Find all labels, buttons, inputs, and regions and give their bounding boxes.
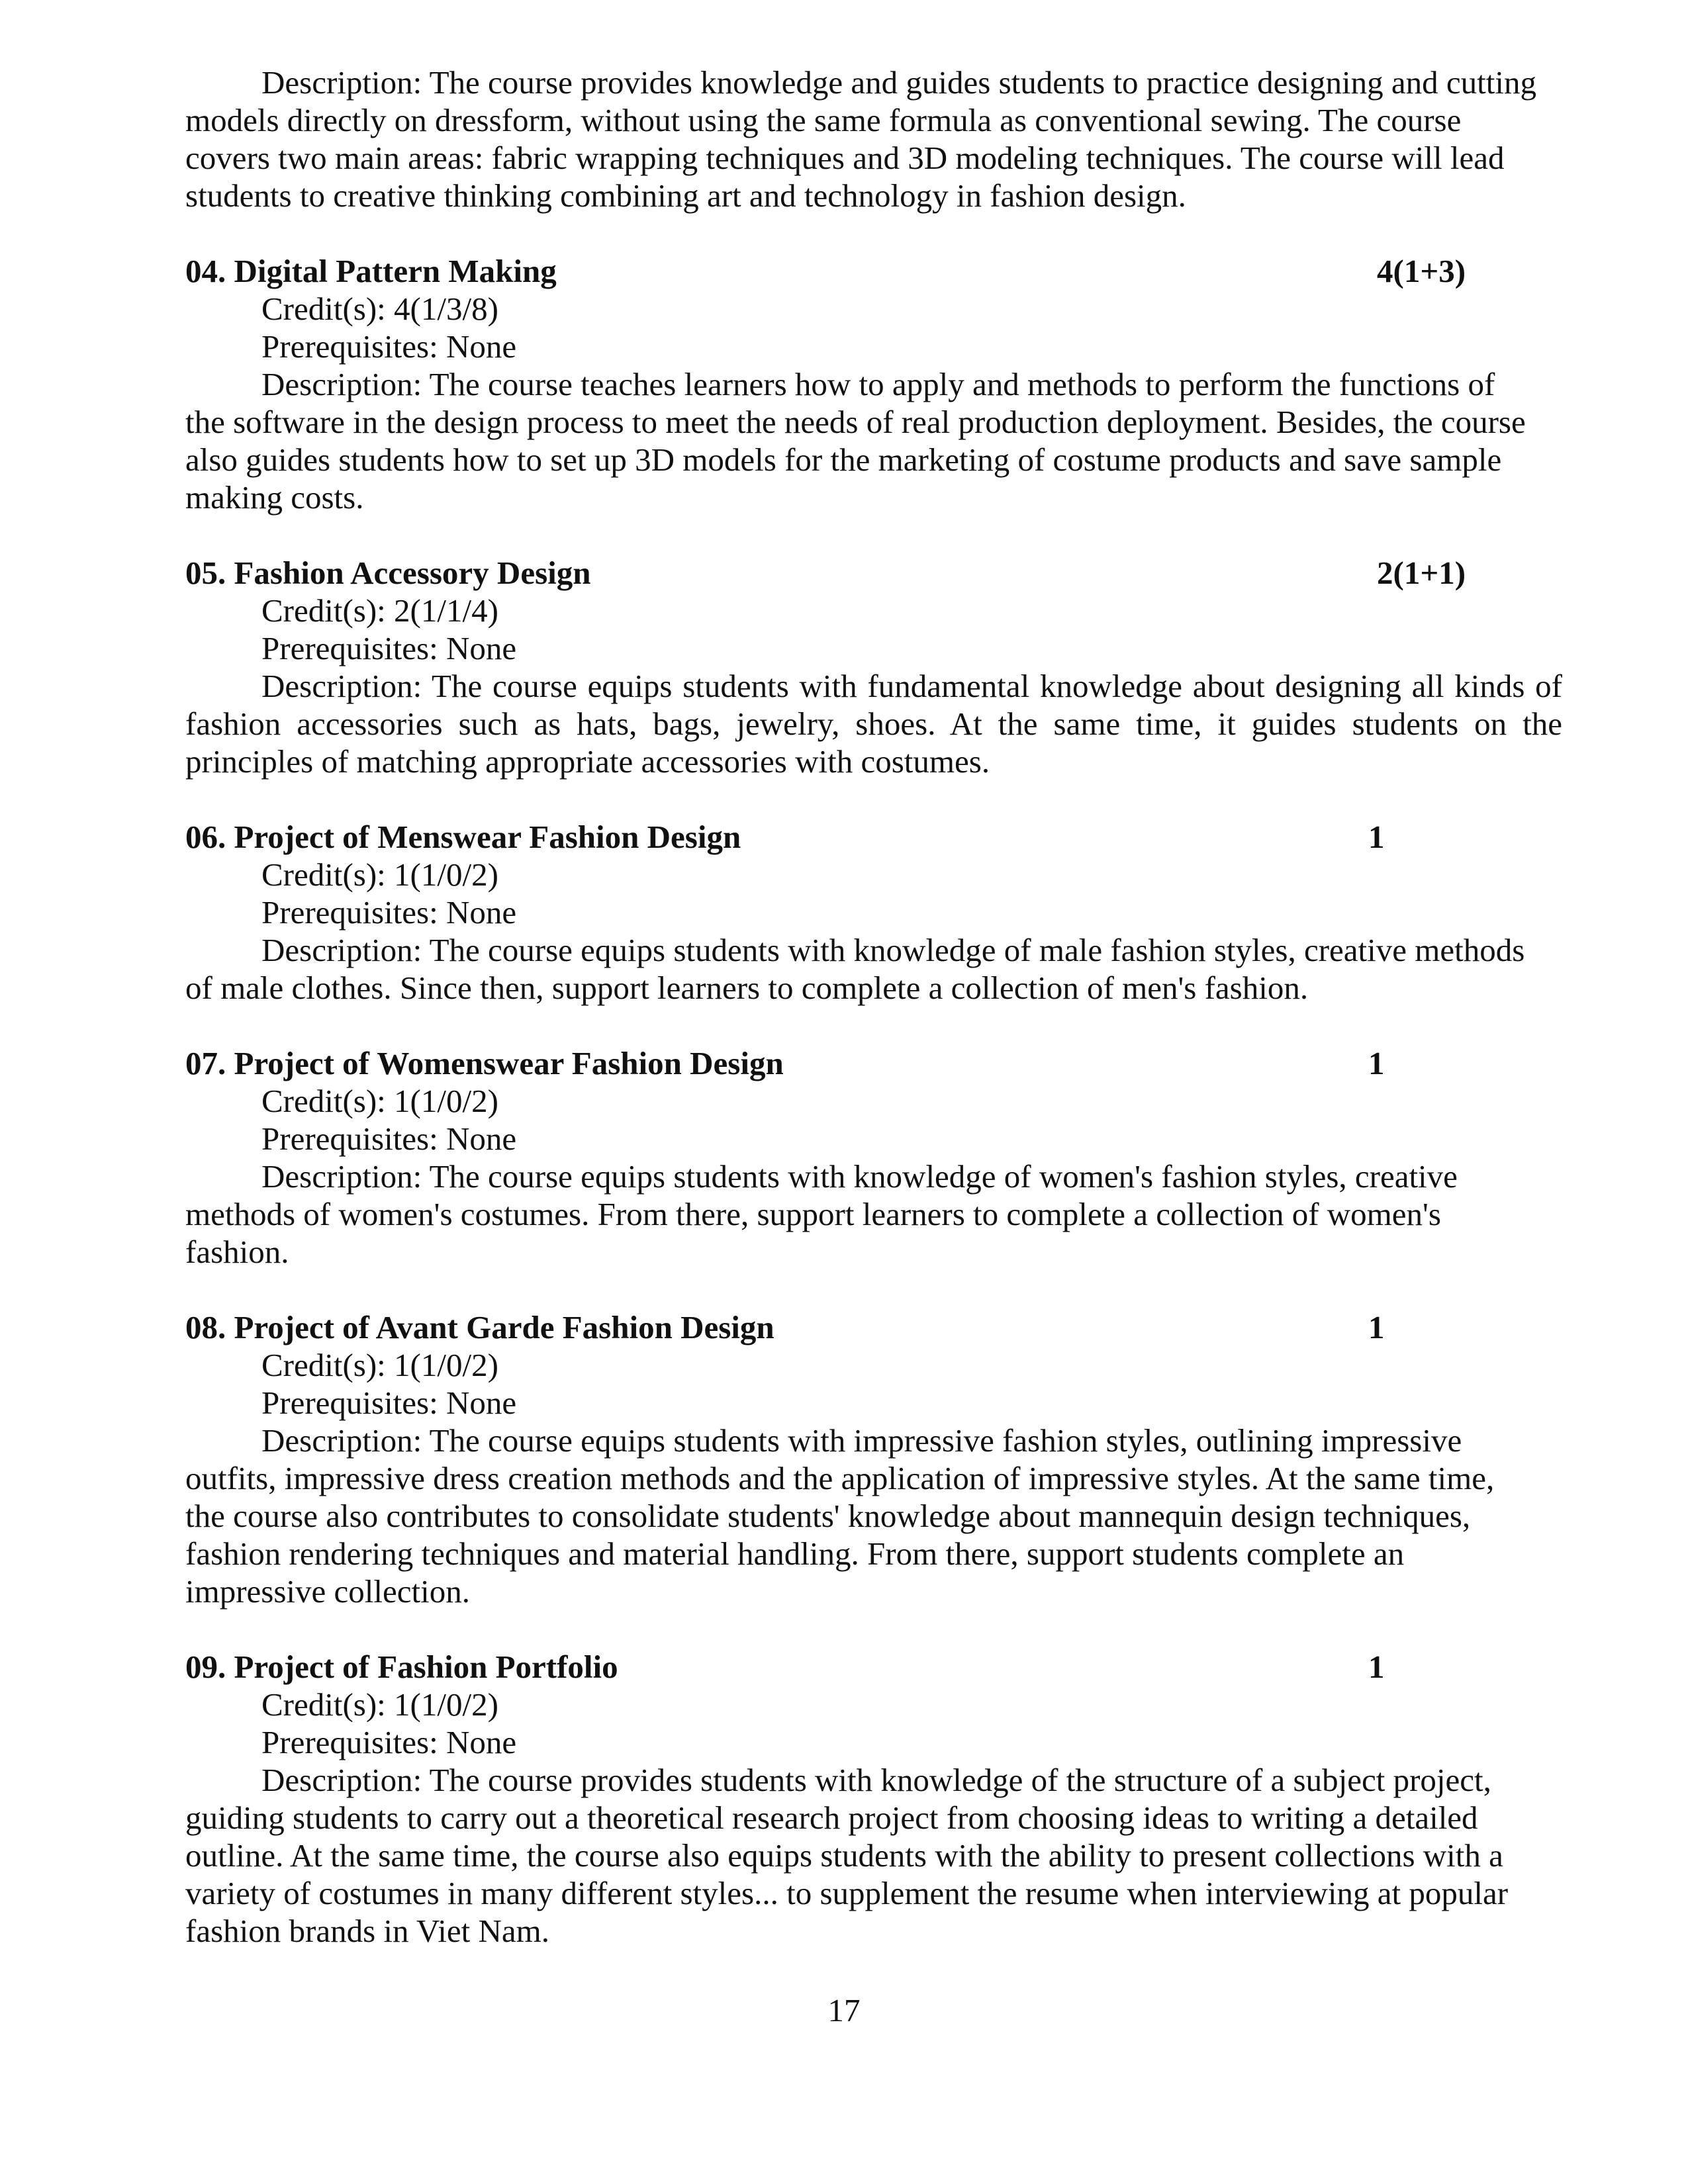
course-prerequisites: Prerequisites: None [261, 1120, 517, 1157]
course-07 [185, 1044, 1556, 1271]
course-title: 04. Digital Pattern Making [185, 253, 557, 289]
course-05 [185, 554, 1562, 780]
course-heading [185, 1308, 1556, 1346]
course-credits: Credit(s): 1(1/0/2) [261, 1686, 498, 1723]
course-prerequisites: Prerequisites: None [261, 894, 517, 931]
course-credits: Credit(s): 1(1/0/2) [261, 856, 498, 893]
course-prerequisites: Prerequisites: None [261, 630, 517, 666]
course-credits: Credit(s): 1(1/0/2) [261, 1347, 498, 1383]
document-page [185, 64, 1562, 1950]
course-prerequisites: Prerequisites: None [261, 1385, 517, 1421]
course-credits-summary: 2(1+1) [1377, 555, 1466, 591]
intro-description: Description: The course provides knowledge and guides students to practice designing and cutting models directly on dressform, without using the same formula as conventional sewing. The course covers two main areas: fabric wrapping techniques and 3D modeling techniques. The course will lead students to creative thinking combining art and technology in fashion design. [185, 64, 1536, 214]
course-prerequisites: Prerequisites: None [261, 1724, 517, 1760]
course-credits-summary: 1 [1368, 1649, 1385, 1685]
course-description: Description: The course teaches learners how to apply and methods to perform the functions of the software in the design process to meet the needs of real production deployment. Besides, the course also guides students how to set up 3D models for the marketing of costume products and save sample making costs. [185, 366, 1526, 516]
course-title: 06. Project of Menswear Fashion Design [185, 819, 741, 855]
course-credits: Credit(s): 4(1/3/8) [261, 291, 498, 327]
course-prerequisites: Prerequisites: None [261, 328, 517, 365]
course-credits-summary: 1 [1368, 1045, 1385, 1081]
course-06 [185, 818, 1556, 1007]
course-description: Description: The course equips students with fundamental knowledge about designing all kinds of fashion accessories such as hats, bags, jewelry, shoes. At the same time, it guides students on the principles of matching appropriate accessories with costumes. [185, 668, 1562, 780]
course-credits-summary: 4(1+3) [1377, 253, 1466, 289]
course-heading [185, 252, 1556, 290]
course-title: 08. Project of Avant Garde Fashion Design [185, 1309, 774, 1345]
course-08 [185, 1308, 1556, 1610]
course-heading [185, 1648, 1556, 1686]
course-title: 07. Project of Womenswear Fashion Design [185, 1045, 784, 1081]
course-credits-summary: 1 [1368, 1309, 1385, 1345]
course-description: Description: The course provides students with knowledge of the structure of a subject project, guiding students to carry out a theoretical research project from choosing ideas to writing a detailed outline. At the same time, the course also equips students with the ability to present collections with a variety of costumes in many different styles... to supplement the resume when interviewing at popular fashion brands in Viet Nam. [185, 1762, 1509, 1949]
course-heading [185, 554, 1556, 592]
course-04 [185, 252, 1556, 516]
course-heading [185, 1044, 1556, 1082]
course-heading [185, 818, 1556, 856]
course-title: 09. Project of Fashion Portfolio [185, 1649, 618, 1685]
course-description: Description: The course equips students with impressive fashion styles, outlining impressive outfits, impressive dress creation methods and the application of impressive styles. At the same time, the course also contributes to consolidate students' knowledge about mannequin design techniques, fashion rendering techniques and material handling. From there, support students complete an impressive collection. [185, 1422, 1495, 1610]
course-description: Description: The course equips students with knowledge of women's fashion styles, creative methods of women's costumes. From there, support learners to complete a collection of women's fashion. [185, 1158, 1458, 1270]
course-title: 05. Fashion Accessory Design [185, 555, 591, 591]
course-credits: Credit(s): 2(1/1/4) [261, 592, 498, 629]
page-number: 17 [827, 1992, 861, 2028]
course-credits-summary: 1 [1368, 819, 1385, 855]
course-09 [185, 1648, 1556, 1950]
course-description: Description: The course equips students with knowledge of male fashion styles, creative methods of male clothes. Since then, support learners to complete a collection of men's fashion. [185, 932, 1525, 1006]
course-credits: Credit(s): 1(1/0/2) [261, 1083, 498, 1119]
